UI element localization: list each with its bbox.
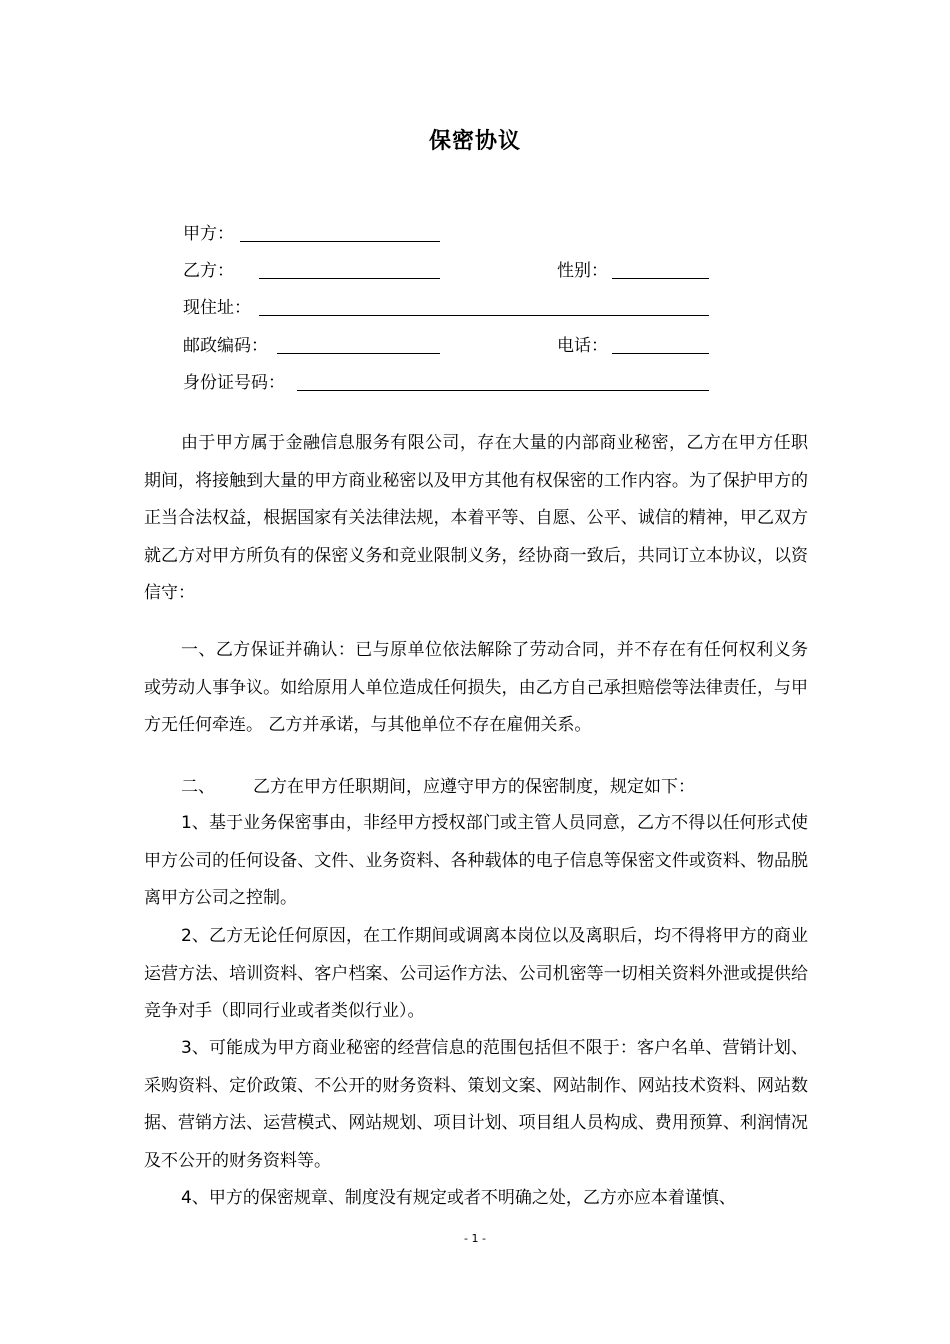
clause-two-number: 二、 [181,777,215,797]
postcode-blank-line [277,353,440,354]
phone-label: 电话： [557,336,608,356]
gender-blank-line [612,278,709,279]
clause-two-item-1: 1、基于业务保密事由，非经甲方授权部门或主管人员同意，乙方不得以任何形式使甲方公司的任何设备、文件、业务资料、各种载体的电子信息等保密文件或资料、物品脱离甲方公司之控制。 [144,813,808,908]
phone-blank-line [612,353,709,354]
party-b-blank-line [259,278,440,279]
party-b-label: 乙方： [183,261,234,281]
gender-label: 性别： [557,261,608,281]
clause-two-heading [181,775,695,799]
intro-paragraph: 由于甲方属于金融信息服务有限公司，存在大量的内部商业秘密，乙方在甲方任职期间，将接触到大量的甲方商业秘密以及甲方其他有权保密的工作内容。为了保护甲方的正当合法权益，根据国家有关法律法规，本着平等、自愿、公平、诚信的精神，甲乙双方就乙方对甲方所负有的保密义务和竞业限制义务，经协商一致后，共同订立本协议，以资信守： [144,433,808,603]
document-title: 保密协议 [428,129,521,154]
party-a-blank-line [240,241,440,242]
clause-two-heading-text: 乙方在甲方任职期间，应遵守甲方的保密制度，规定如下： [253,777,695,797]
id-number-blank-line [297,390,709,391]
party-a-label: 甲方： [183,224,234,244]
page-number: - 1 - [464,1232,486,1245]
clause-two-item-4: 4、甲方的保密规章、制度没有规定或者不明确之处，乙方亦应本着谨慎、 [181,1188,736,1208]
id-number-label: 身份证号码： [183,373,285,393]
address-blank-line [259,315,709,316]
clause-two-item-3: 3、可能成为甲方商业秘密的经营信息的范围包括但不限于：客户名单、营销计划、采购资料、定价政策、不公开的财务资料、策划文案、网站制作、网站技术资料、网站数据、营销方法、运营模式、网站规划、项目计划、项目组人员构成、费用预算、利润情况及不公开的财务资料等。 [144,1038,808,1171]
clause-two-item-2: 2、乙方无论任何原因，在工作期间或调离本岗位以及离职后，均不得将甲方的商业运营方法、培训资料、客户档案、公司运作方法、公司机密等一切相关资料外泄或提供给竞争对手（即同行业或者类似行业）。 [144,926,808,1021]
postcode-label: 邮政编码： [183,336,268,356]
clause-one-paragraph: 一、乙方保证并确认：已与原单位依法解除了劳动合同，并不存在有任何权利义务或劳动人事争议。如给原用人单位造成任何损失，由乙方自己承担赔偿等法律责任，与甲方无任何牵连。 乙方并承诺，与其他单位不存在雇佣关系。 [144,640,808,735]
address-label: 现住址： [183,298,251,318]
